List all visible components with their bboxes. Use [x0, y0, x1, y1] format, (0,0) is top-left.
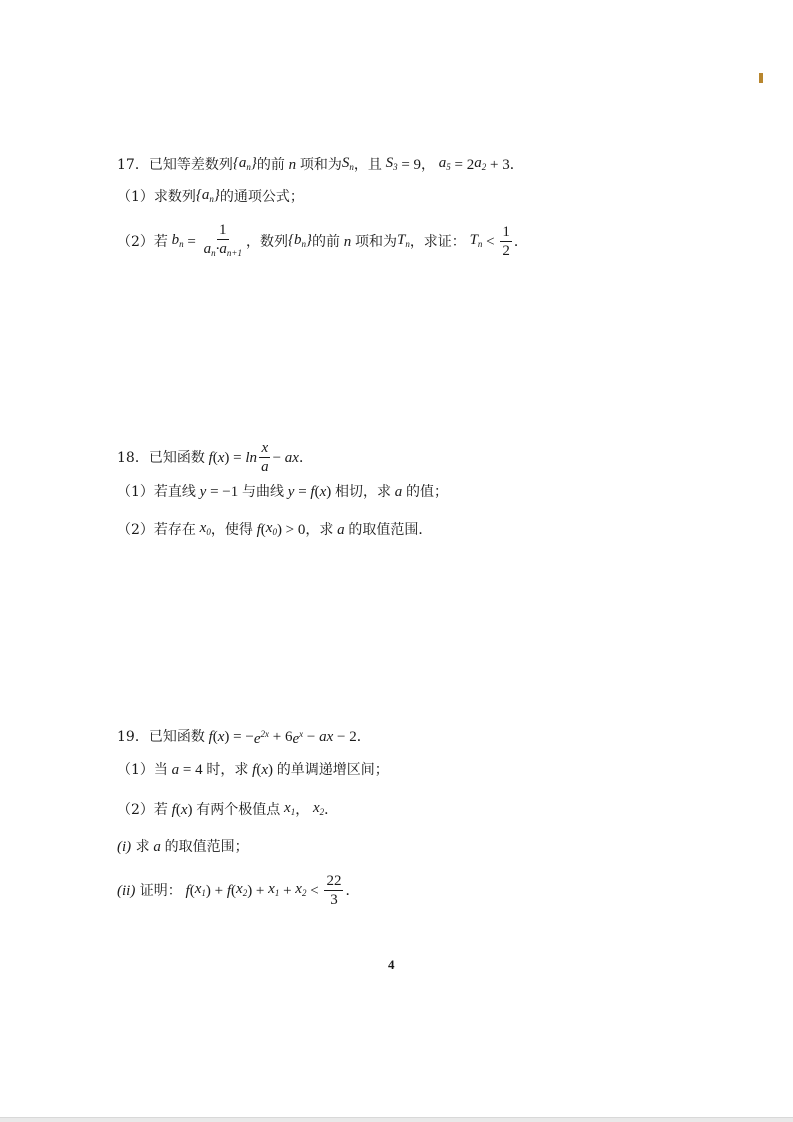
problem-18-part2: （2）若存在 $x_0$ ，使得 f ( $x_0$ ) > 0 ，求 a 的取值范围． [117, 520, 433, 538]
problem-19-part1: （1）当 a = 4 时，求 f ( x ) 的单调递增区间； [117, 762, 389, 778]
page-number: 4 [388, 957, 395, 972]
fraction-x-over-a: $\frac{x}{a}$ [261, 440, 269, 475]
problem-18-stem: 18．已知函数 f ( x ) = ln $\frac{x}{a}$ − ax ． [117, 440, 313, 475]
fraction-one-half: $\frac{1}{2}$ [502, 224, 510, 259]
problem-17-part2: （2）若 $b_n$ = $\frac{1}{a_n\cdot a_{n+1}}$ ，数列 $\{b_n\}$ 的前 n 项和为 $T_n$ ，求证： $T_n$ < $\frac{1}{2}$ ． [117, 222, 528, 259]
problem-19-stem: 19．已知函数 f ( x ) = − $e^{2x}$ + 6 $e^x$ − ax − 2 ． [117, 728, 371, 747]
fraction-22-over-3: $\frac{22}{3}$ [326, 873, 342, 908]
problem-17-part1: （1）求数列 $\{a_n\}$ 的通项公式； [117, 187, 304, 205]
problem-19-part2: （2）若 f ( x ) 有两个极值点 $x_1$ ， $x_2$ ． [117, 800, 339, 818]
fraction-bn: $\frac{1}{a_n\cdot a_{n+1}}$ [203, 222, 242, 258]
corner-mark [759, 73, 763, 83]
problem-17-stem: 17．已知等差数列 $\{a_n\}$ 的前 n 项和为 $S_n$ ，且 $S_3$ = 9 ， $a_5$ = 2 $a_2$ + 3 ． [117, 155, 524, 173]
problem-18-part1: （1）若直线 y = −1 与曲线 y = f ( x ) 相切，求 a 的值； [117, 484, 448, 500]
problem-19-sub-ii: (ii) 证明： f ( $x_1$ ) + f ( $x_2$ ) + $x_1$ + $x_2$ < $\frac{22}{3}$ ． [117, 873, 360, 908]
page-bottom-edge [0, 1117, 793, 1122]
problem-19-sub-i: (i) 求 a 的取值范围； [117, 839, 249, 855]
